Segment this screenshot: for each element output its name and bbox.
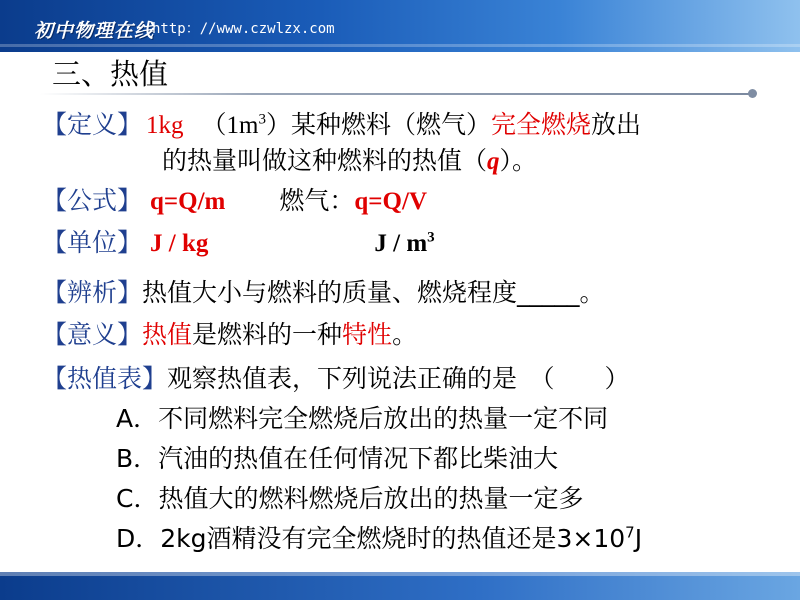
definition-line-2 — [162, 146, 537, 177]
table-question-tag: 【热值表】 — [42, 364, 168, 393]
banner-stripe — [0, 44, 800, 47]
definition-line2-end: ）。 — [499, 146, 538, 175]
option-d-exponent: 7 — [625, 523, 635, 542]
option-b: B．汽油的热值在任何情况下都比柴油大 — [116, 444, 559, 473]
option-a: A．不同燃料完全燃烧后放出的热量一定不同 — [116, 404, 609, 433]
definition-text-1: 某种燃料（燃气） — [290, 110, 491, 139]
option-d — [116, 524, 642, 554]
site-url: http：//www.czwlzx.com — [152, 21, 335, 37]
divider-dot — [748, 89, 757, 98]
site-logo: 初中物理在线 — [34, 20, 155, 42]
meaning-tag: 【意义】 — [42, 320, 143, 349]
formula-line — [42, 186, 427, 217]
title-divider — [40, 93, 750, 95]
formula-gas: q=Q/V — [354, 188, 428, 215]
definition-line2-text: 的热量叫做这种燃料的热值（ — [162, 146, 488, 175]
analysis-text: 热值大小与燃料的质量、燃烧程度_____。 — [142, 278, 605, 307]
section-title: 三、热值 — [52, 57, 169, 91]
unit-solid: J / kg — [150, 230, 209, 257]
unit-line — [42, 228, 435, 259]
formula-gas-label: 燃气： — [279, 186, 355, 215]
definition-tag: 【定义】 — [42, 110, 143, 139]
meaning-line — [42, 320, 417, 350]
table-question-text: 观察热值表，下列说法正确的是 （ ） — [167, 364, 630, 393]
footer-bar — [0, 572, 800, 600]
table-question-line — [42, 364, 630, 394]
definition-volume-exponent: 3 — [258, 111, 266, 128]
definition-line-1 — [42, 110, 641, 141]
definition-text-2: 放出 — [591, 110, 642, 139]
heat-value-symbol: q — [487, 148, 500, 175]
footer-stripe — [0, 572, 800, 576]
definition-volume-close: ） — [265, 110, 291, 139]
unit-gas-exponent: 3 — [427, 229, 435, 246]
definition-volume-open: （1m — [201, 112, 259, 139]
option-d-unit: J — [634, 524, 643, 553]
meaning-text-1: 是燃料的一种 — [192, 320, 343, 349]
definition-amount: 1kg — [146, 112, 184, 139]
analysis-tag: 【辨析】 — [42, 278, 143, 307]
option-d-text: D．2kg酒精没有完全燃烧时的热值还是3×10 — [116, 524, 626, 553]
unit-gas: J / m — [374, 230, 428, 257]
analysis-line — [42, 278, 605, 308]
meaning-text-2: 。 — [392, 320, 418, 349]
option-c: C．热值大的燃料燃烧后放出的热量一定多 — [116, 484, 584, 513]
formula-tag: 【公式】 — [42, 186, 143, 215]
header-banner — [0, 0, 800, 52]
definition-highlight: 完全燃烧 — [491, 110, 592, 139]
meaning-highlight-2: 特性 — [342, 320, 393, 349]
formula-solid: q=Q/m — [150, 188, 226, 215]
unit-tag: 【单位】 — [42, 228, 143, 257]
meaning-highlight-1: 热值 — [142, 320, 193, 349]
